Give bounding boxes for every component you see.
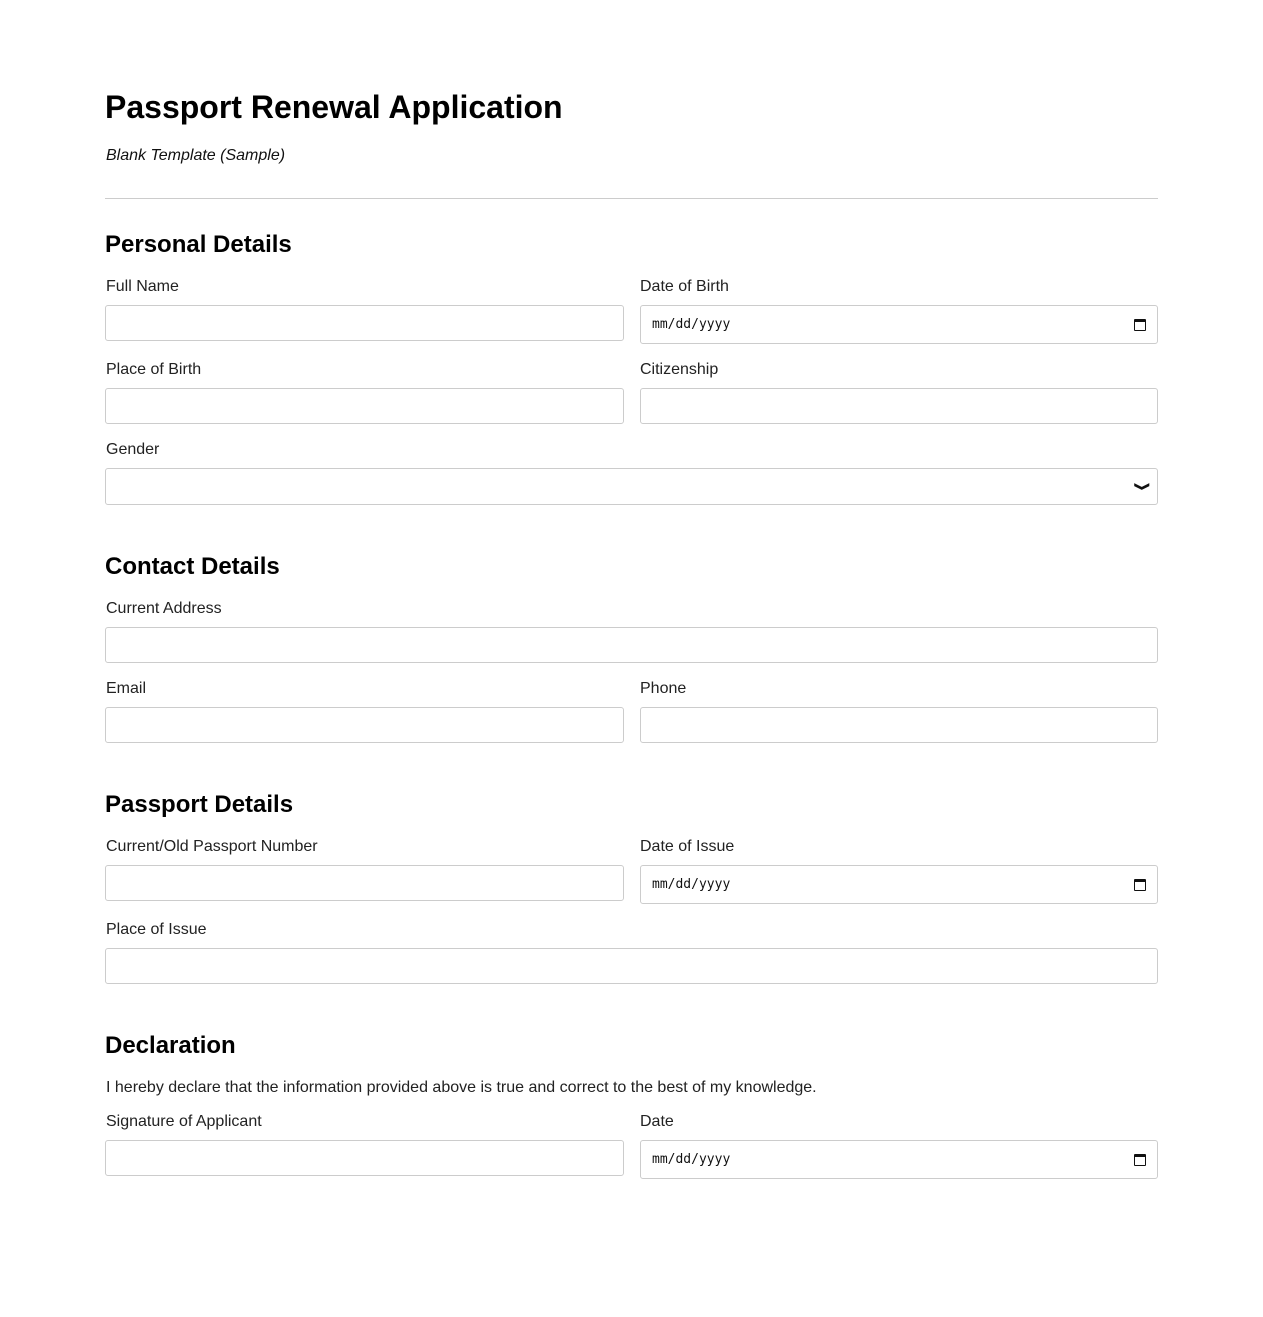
section-title-contact: Contact Details xyxy=(105,553,280,580)
place-of-issue-label: Place of Issue xyxy=(106,921,207,938)
address-input[interactable] xyxy=(105,627,1158,663)
calendar-icon[interactable] xyxy=(1134,1154,1146,1166)
place-of-birth-input[interactable] xyxy=(105,388,624,424)
full-name-label: Full Name xyxy=(106,278,179,295)
date-placeholder: mm/dd/yyyy xyxy=(652,1152,731,1167)
date-of-issue-input[interactable] xyxy=(640,865,1158,904)
citizenship-label: Citizenship xyxy=(640,361,719,378)
declaration-date-input[interactable] xyxy=(640,1140,1158,1179)
divider xyxy=(105,198,1158,199)
calendar-icon[interactable] xyxy=(1134,319,1146,331)
section-title-personal: Personal Details xyxy=(105,231,292,258)
citizenship-input[interactable] xyxy=(640,388,1158,424)
date-of-issue-label: Date of Issue xyxy=(640,838,735,855)
place-of-issue-input[interactable] xyxy=(105,948,1158,984)
page-title: Passport Renewal Application xyxy=(105,89,563,125)
chevron-down-icon: ❯ xyxy=(1133,481,1150,492)
dob-input[interactable] xyxy=(640,305,1158,344)
declaration-text: I hereby declare that the information provided above is true and correct to the best of my knowledge. xyxy=(106,1079,817,1096)
email-input[interactable] xyxy=(105,707,624,743)
phone-label: Phone xyxy=(640,680,687,697)
full-name-input[interactable] xyxy=(105,305,624,341)
date-placeholder: mm/dd/yyyy xyxy=(652,317,731,332)
page-subtitle: Blank Template (Sample) xyxy=(106,147,286,164)
declaration-date-label: Date xyxy=(640,1113,674,1130)
dob-label: Date of Birth xyxy=(640,278,729,295)
signature-input[interactable] xyxy=(105,1140,624,1176)
email-label: Email xyxy=(106,680,147,697)
calendar-icon[interactable] xyxy=(1134,879,1146,891)
passport-number-label: Current/Old Passport Number xyxy=(106,838,318,855)
phone-input[interactable] xyxy=(640,707,1158,743)
passport-number-input[interactable] xyxy=(105,865,624,901)
gender-label: Gender xyxy=(106,441,160,458)
gender-select[interactable] xyxy=(105,468,1158,505)
place-of-birth-label: Place of Birth xyxy=(106,361,202,378)
signature-label: Signature of Applicant xyxy=(106,1113,262,1130)
date-placeholder: mm/dd/yyyy xyxy=(652,877,731,892)
section-title-passport: Passport Details xyxy=(105,791,294,818)
address-label: Current Address xyxy=(106,600,222,617)
section-title-declaration: Declaration xyxy=(105,1032,236,1059)
